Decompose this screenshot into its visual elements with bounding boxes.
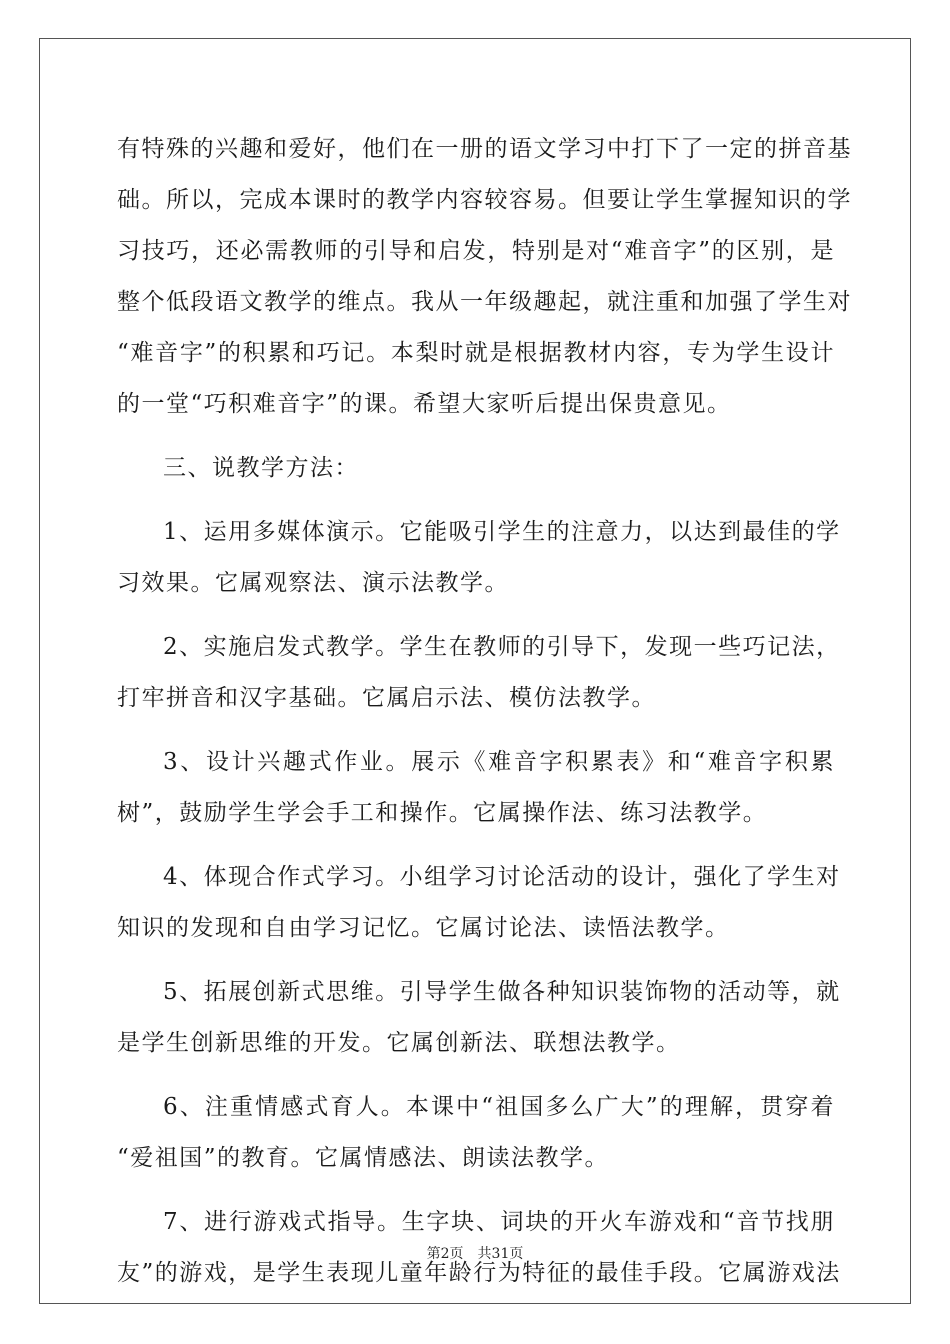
paragraph-gap bbox=[117, 1069, 835, 1082]
text-line: 友”的游戏，是学生表现儿童年龄行为特征的最佳手段。它属游戏法 bbox=[117, 1260, 841, 1286]
text-line: 有特殊的兴趣和爱好，他们在一册的语文学习中打下了一定的拼音基 bbox=[117, 136, 852, 162]
text-line: 6、注重情感式育人。本课中“祖国多么广大”的理解，贯穿着 bbox=[163, 1094, 835, 1120]
paragraph bbox=[117, 622, 841, 724]
page-footer bbox=[0, 1243, 950, 1263]
text-line: 习效果。它属观察法、演示法教学。 bbox=[117, 570, 509, 596]
page-number: 第2页 bbox=[426, 1246, 464, 1262]
text-line: 三、说教学方法： bbox=[163, 455, 359, 481]
paragraph-gap bbox=[117, 1184, 835, 1197]
paragraph bbox=[117, 1082, 835, 1184]
text-line: 打牢拼音和汉字基础。它属启示法、模仿法教学。 bbox=[117, 685, 656, 711]
document-body bbox=[117, 124, 852, 1299]
text-line: 整个低段语文教学的维点。我从一年级趣起，就注重和加强了学生对 bbox=[117, 289, 852, 315]
text-line: 7、进行游戏式指导。生字块、词块的开火车游戏和“音节找朋 bbox=[163, 1209, 835, 1235]
text-line: 4、体现合作式学习。小组学习讨论活动的设计，强化了学生对 bbox=[163, 864, 841, 890]
text-line: 知识的发现和自由学习记忆。它属讨论法、读悟法教学。 bbox=[117, 915, 730, 941]
paragraph-gap bbox=[117, 609, 835, 622]
paragraph bbox=[117, 852, 841, 954]
text-line: 树”，鼓励学生学会手工和操作。它属操作法、练习法教学。 bbox=[117, 800, 768, 826]
text-line: 3、设计兴趣式作业。展示《难音字积累表》和“难音字积累 bbox=[163, 749, 835, 775]
paragraph-gap bbox=[117, 494, 835, 507]
paragraph bbox=[117, 507, 841, 609]
paragraph bbox=[117, 737, 835, 839]
text-line: 础。所以，完成本课时的教学内容较容易。但要让学生掌握知识的学 bbox=[117, 187, 852, 213]
text-line: “爱祖国”的教育。它属情感法、朗读法教学。 bbox=[117, 1145, 610, 1171]
paragraph-gap bbox=[117, 954, 835, 967]
paragraph-gap bbox=[117, 430, 835, 443]
text-line: 习技巧，还必需教师的引导和启发，特别是对“难音字”的区别，是 bbox=[117, 238, 835, 264]
text-line: 的一堂“巧积难音字”的课。希望大家听后提出保贵意见。 bbox=[117, 391, 732, 417]
paragraph-gap bbox=[117, 724, 835, 737]
paragraph bbox=[117, 967, 841, 1069]
text-line: 5、拓展创新式思维。引导学生做各种知识装饰物的活动等，就 bbox=[163, 979, 841, 1005]
text-line: 是学生创新思维的开发。它属创新法、联想法教学。 bbox=[117, 1030, 681, 1056]
paragraph bbox=[117, 443, 835, 494]
paragraph bbox=[117, 124, 852, 430]
page-total: 共31页 bbox=[477, 1246, 524, 1262]
text-line: 1、运用多媒体演示。它能吸引学生的注意力，以达到最佳的学 bbox=[163, 519, 841, 545]
text-line: 2、实施启发式教学。学生在教师的引导下，发现一些巧记法， bbox=[163, 634, 841, 660]
text-line: “难音字”的积累和巧记。本梨时就是根据教材内容，专为学生设计 bbox=[117, 340, 835, 366]
paragraph-gap bbox=[117, 839, 835, 852]
